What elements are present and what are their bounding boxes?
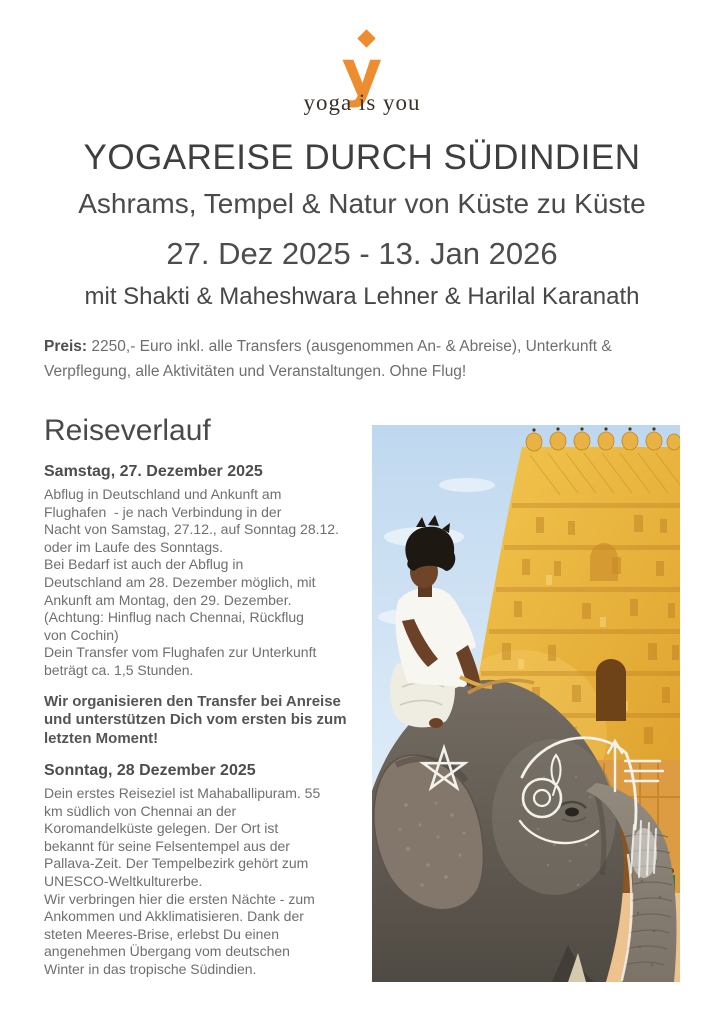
transfer-emphasis: Wir organisieren den Transfer bei Anreise und unterstützen Dich vom ersten bis zum letzten Moment! <box>44 693 347 747</box>
elephant-temple-photo <box>372 425 680 982</box>
logo-y-icon: y <box>341 36 383 109</box>
date-range: 27. Dez 2025 - 13. Jan 2026 <box>166 236 558 271</box>
photo-illustration <box>372 425 680 982</box>
section-date: Sonntag, 28 Dezember 2025 <box>44 762 256 779</box>
page-title: YOGAREISE DURCH SÜDINDIEN <box>83 138 641 177</box>
price-line <box>44 335 700 384</box>
section-date: Samstag, 27. Dezember 2025 <box>44 463 263 480</box>
price-label: Preis: <box>44 338 88 355</box>
itinerary-section-1 <box>44 463 374 680</box>
hosts-line: mit Shakti & Maheshwara Lehner & Harilal Karanath <box>84 283 640 310</box>
section-body: Dein erstes Reiseziel ist Mahaballipuram. 55 km südlich von Chennai an der Koromandelküste gelegen. Der Ort ist bekannt für seine Felsentempel aus der Pallava-Zeit. Der Tempelbezirk gehört zum UNESCO-Weltkulturerbe. Wir verbringen hier die ersten Nächte - zum Ankommen und Akklimatisieren. Dank der steten Meeres-Brise, erlebst Du einen angenehmen Übergang vom deutschen Winter in das tropische Südindien. <box>44 785 321 977</box>
rider-hair <box>405 527 455 571</box>
price-text: 2250,- Euro inkl. alle Transfers (ausgenommen An- & Abreise), Unterkunft & Verpflegung, alle Aktivitäten und Veranstaltungen. Ohne Flug! <box>44 338 612 380</box>
section-body: Abflug in Deutschland und Ankunft am Flughafen - je nach Verbindung in der Nacht von Samstag, 27.12., auf Sonntag 28.12. oder im Laufe des Sonntags. Bei Bedarf ist auch der Abflug in Deutschland am 28. Dezember möglich, mit Ankunft am Montag, den 29. Dezember. (Achtung: Hinflug nach Chennai, Rückflug von Cochin) Dein Transfer vom Flughafen zur Unterkunft beträgt ca. 1,5 Stunden. <box>44 486 339 678</box>
brand-name: yoga is you <box>303 90 421 115</box>
itinerary-section-2 <box>44 762 374 979</box>
page-subtitle: Ashrams, Tempel & Natur von Küste zu Küste <box>78 188 646 219</box>
itinerary-heading: Reiseverlauf <box>44 414 211 447</box>
